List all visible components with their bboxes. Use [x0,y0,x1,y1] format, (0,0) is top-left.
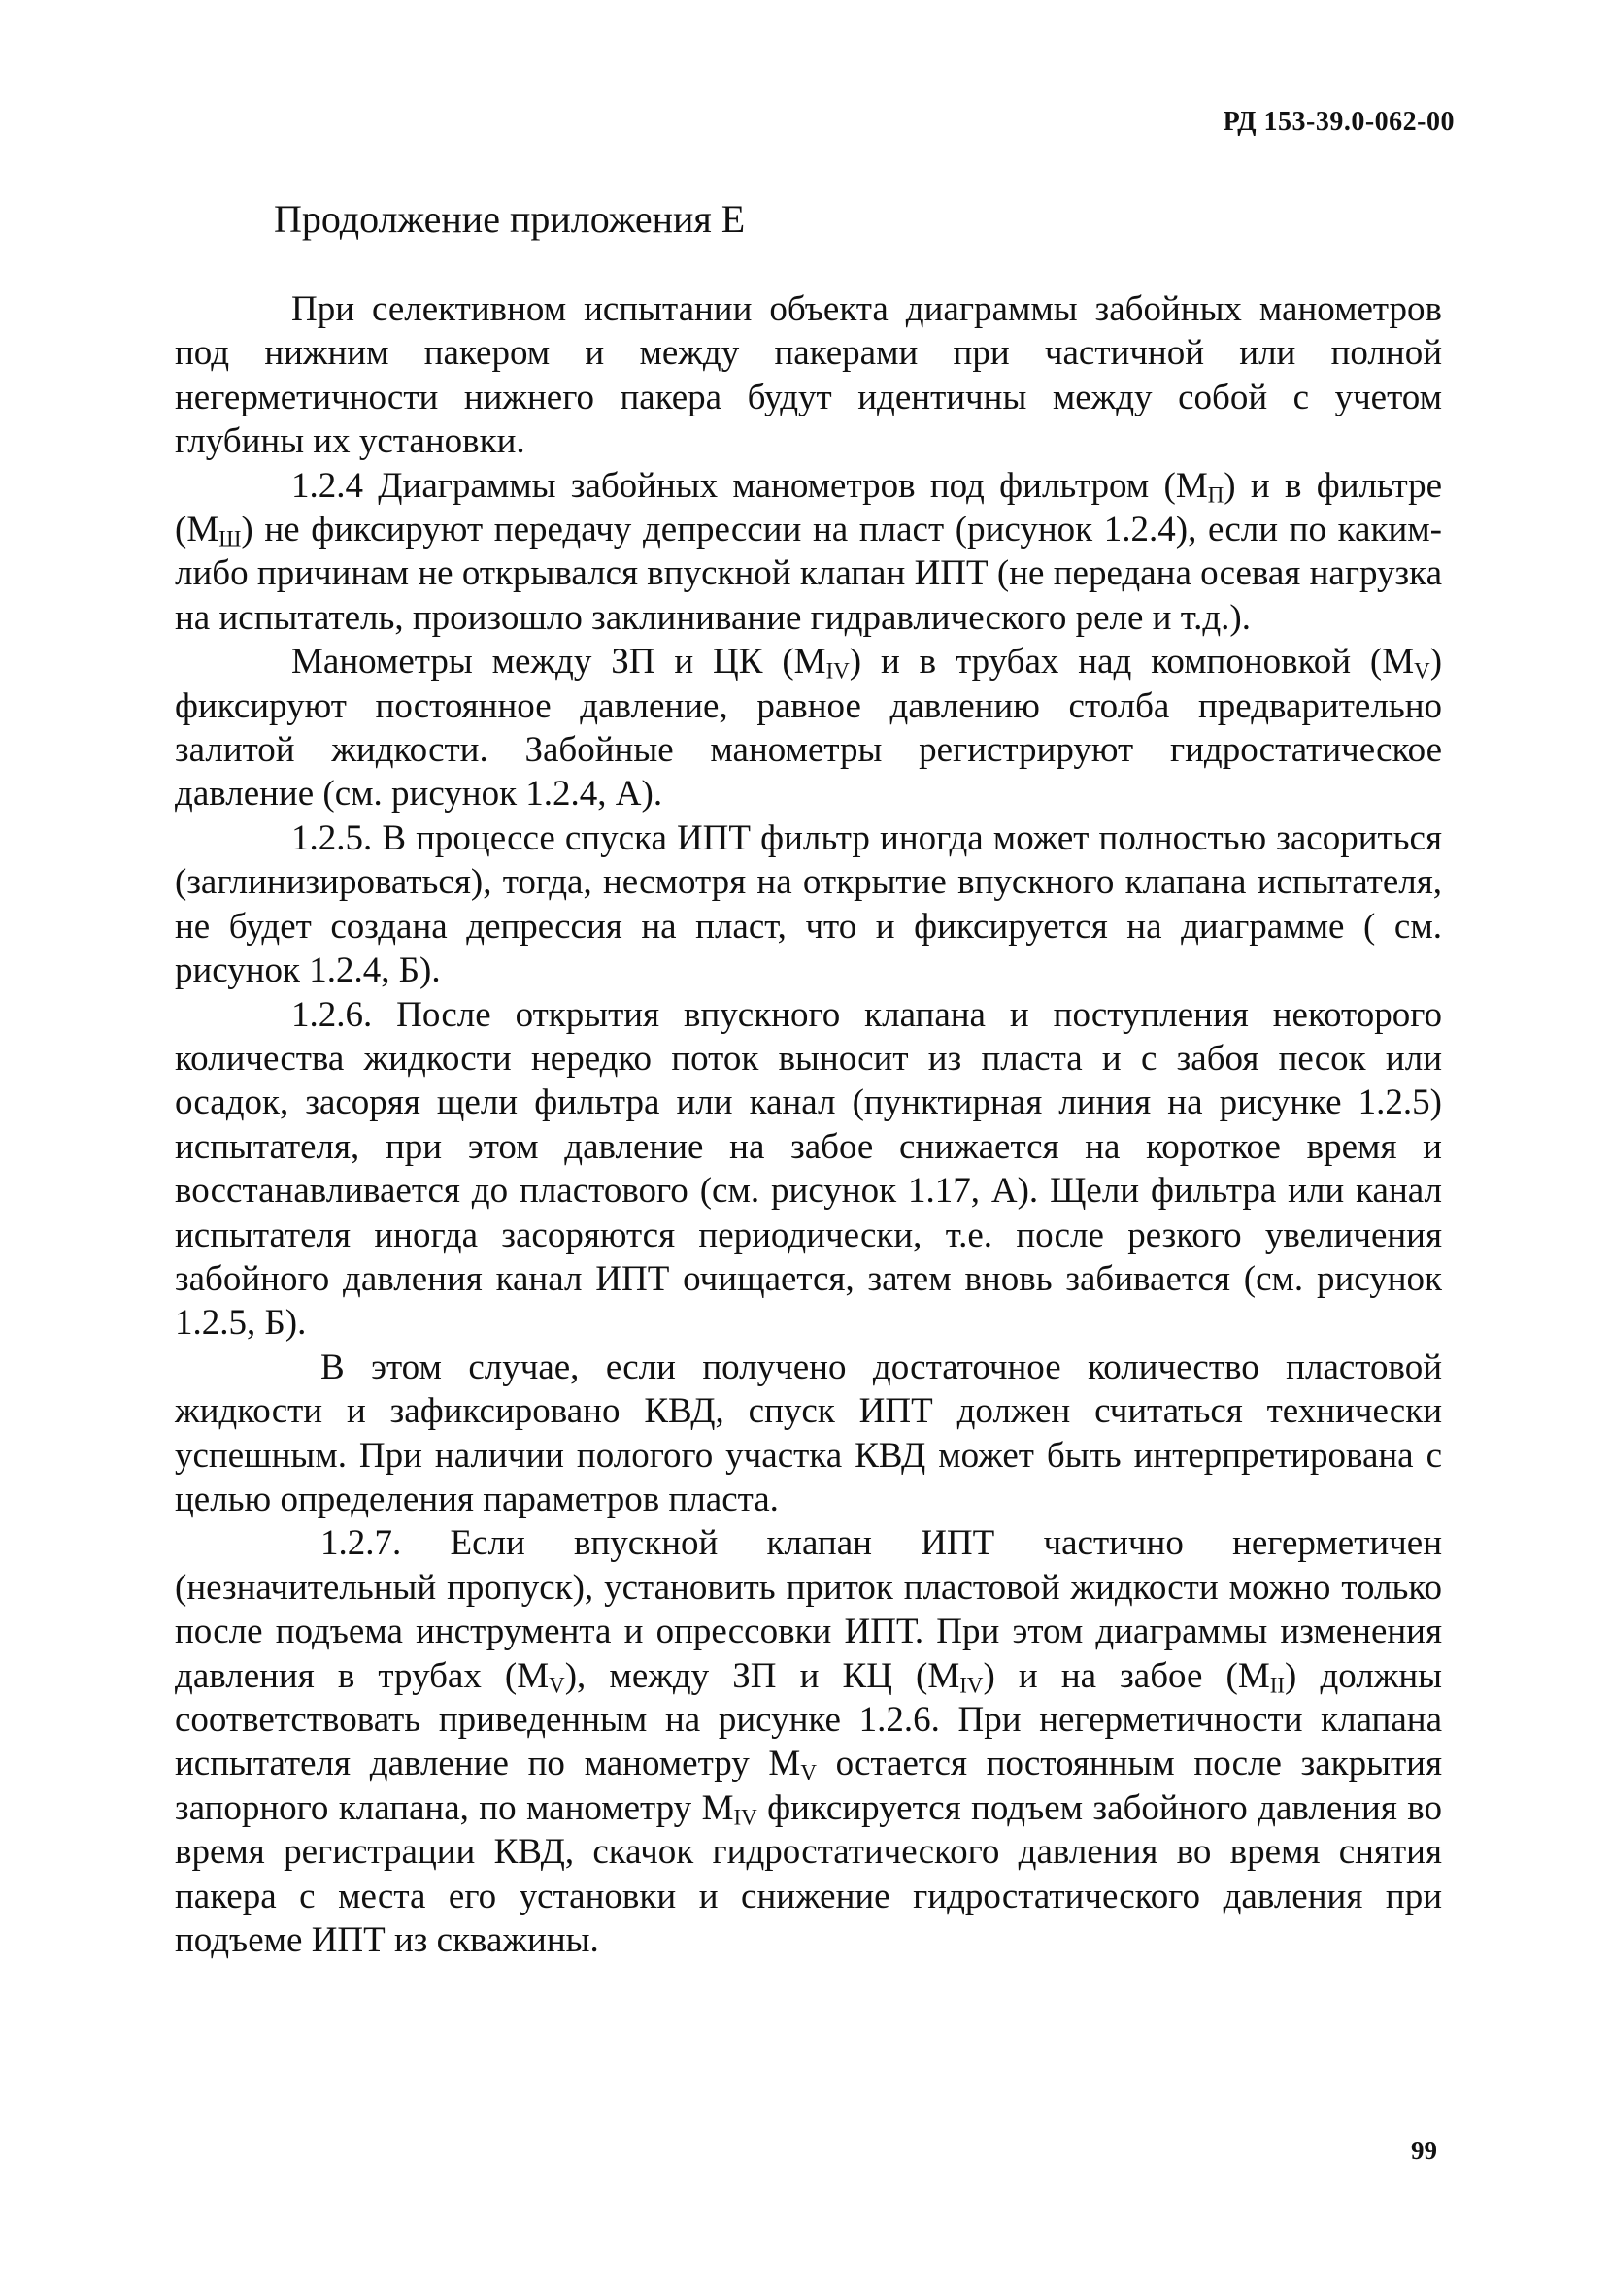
text-run: ) фиксируют постоянное давление, равное давлению столба предварительно залитой жидкости. Забойные манометры регистрируют гидростатическое давление (см. рисунок 1.2.4, А). [175,642,1443,815]
body-text [175,287,1442,1962]
paragraph-manometers [175,640,1442,816]
text-run: остается постоянным после закрытия запорного клапана, по манометру М [175,1744,1442,1828]
subscript: IV [959,1673,984,1698]
text-run: 1.2.7. Если впускной клапан ИПТ частично негерметичен (незначительный пропуск), установить приток пластовой жидкости можно только после подъема инструмента и опрессовки ИПТ. При этом диаграммы изменения давления в трубах (М [175,1523,1442,1696]
continuation-title: Продолжение приложения Е [274,197,746,241]
document-code: РД 153-39.0-062-00 [1223,107,1455,137]
subscript: V [1414,658,1430,683]
subscript: II [1269,1673,1286,1698]
subscript: IV [733,1805,757,1830]
text-run: фиксируется подъем забойного давления во время регистрации КВД, скачок гидростатического давления во время снятия пакера с места его установки и снижение гидростатического давления при подъеме ИПТ из скважины. [175,1787,1443,1961]
text-run: 1.2.4 Диаграммы забойных манометров под фильтром (М [291,465,1208,506]
paragraph-selective-test: При селективном испытании объекта диаграммы забойных манометров под нижним пакером и между пакерами при частичной или полной негерметичности нижнего пакера будут идентичны между собой с учетом глубины их установки. [175,289,1442,462]
page-number: 99 [1411,2136,1437,2165]
text-run: ) и в фильтре (М [175,465,1442,550]
subscript: V [800,1761,817,1786]
paragraph-1-2-5: 1.2.5. В процессе спуска ИПТ фильтр иногда может полностью засориться (заглинизироваться), тогда, несмотря на открытие впускного клапана испытателя, не будет создана депрессия на пласт, что и фиксируется на диаграмме ( см. рисунок 1.2.4, Б). [175,817,1442,991]
subscript: П [1207,482,1224,508]
subscript: Ш [218,526,242,551]
text-run: ), между ЗП и КЦ (М [564,1655,960,1696]
paragraph-1-2-4 [175,464,1442,641]
subscript: IV [825,658,850,683]
paragraph-in-this-case: В этом случае, если получено достаточное количество пластовой жидкости и зафиксировано КВД, спуск ИПТ должен считаться технически успешным. При наличии пологого участка КВД может быть интерпретирована с целью определения параметров пласта. [175,1347,1442,1519]
text-run: ) и на забое (М [983,1655,1270,1696]
text-run: Манометры между ЗП и ЦК (М [291,642,826,682]
text-run: ) и в трубах над компоновкой (М [849,642,1415,682]
paragraph-1-2-6: 1.2.6. После открытия впускного клапана и поступления некоторого количества жидкости нередко поток выносит из пласта и с забоя песок или осадок, засоряя щели фильтра или канал (пунктирная линия на рисунке 1.2.5) испытателя, при этом давление на забое снижается на короткое время и восстанавливается до пластового (см. рисунок 1.17, А). Щели фильтра или канал испытателя иногда засоряются периодически, т.е. после резкого увеличения забойного давления канал ИПТ очищается, затем вновь забивается (см. рисунок 1.2.5, Б). [175,994,1442,1344]
paragraph-1-2-7 [175,1521,1442,1962]
text-run: ) должны соответствовать приведенным на рисунке 1.2.6. При негерметичности клапана испытателя давление по манометру М [175,1655,1442,1784]
text-run: ) не фиксируют передачу депрессии на пласт (рисунок 1.2.4), если по каким-либо причинам не открывался впускной клапан ИПТ (не передана осевая нагрузка на испытатель, произошло заклинивание гидравлического реле и т.д.). [175,510,1442,638]
subscript: V [549,1673,565,1698]
